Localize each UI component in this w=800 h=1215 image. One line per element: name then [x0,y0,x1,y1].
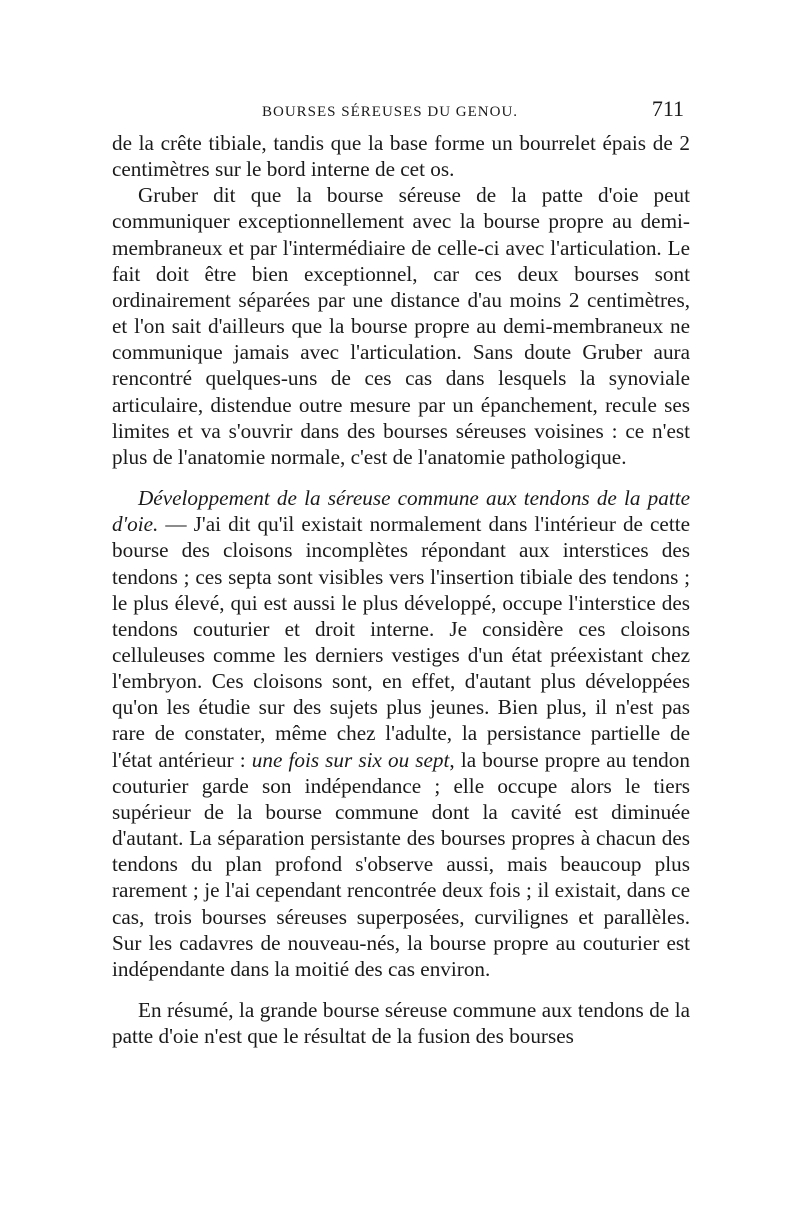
paragraph-developpement [112,485,690,982]
italic-phrase: une fois sur six ou sept [251,747,450,772]
running-head: BOURSES SÉREUSES DU GENOU. [262,104,519,120]
section-heading: Développement de la séreuse commune aux tendons de la patte d'oie. [112,486,690,537]
paragraph-continued [112,130,690,182]
paragraph-text: En résumé, la grande bourse séreuse commune aux tendons de la patte d'oie n'est que le résultat de la fusion des bourses [112,998,690,1049]
paragraph-text: — J'ai dit qu'il existait normalement dans l'intérieur de cette bourse des cloisons incomplètes répondant aux interstices des tendons ; ces septa sont visibles vers l'insertion tibiale des tendons ; le plus élevé, qui est aussi le plus développé, occupe l'interstice des tendons couturier et droit interne. Je considère ces cloisons celluleuses comme les derniers vestiges d'un état préexistant chez l'embryon. Ces cloisons sont, en effet, d'autant plus développées qu'on les étudie sur des sujets plus jeunes. Bien plus, il n'est pas rare de constater, même chez l'adulte, la persistance partielle de l'état antérieur : [112,512,690,772]
paragraph-text: , la bourse propre au tendon couturier garde son indépendance ; elle occupe alors le tiers supérieur de la bourse commune dont la cavité est diminuée d'autant. La séparation persistante des bourses propres à chacun des tendons du plan profond s'observe aussi, mais beaucoup plus rarement ; je l'ai cependant rencontrée deux fois ; il existait, dans ce cas, trois bourses séreuses superposées, curvilignes et parallèles. Sur les cadavres de nouveau-nés, la bourse propre au couturier est indépendante dans la moitié des cas environ. [112,747,690,981]
paragraph-resume [112,997,690,1049]
page-header [112,96,684,126]
page-number: 711 [651,96,684,121]
paragraph-text: Gruber dit que la bourse séreuse de la patte d'oie peut communiquer exceptionnellement avec la bourse propre au demi-membraneux et par l'intermédiaire de celle-ci avec l'articulation. Le fait doit être bien exceptionnel, car ces deux bourses sont ordinairement séparées par une distance d'au moins 2 centimètres, et l'on sait d'ailleurs que la bourse propre au demi-membraneux ne communique jamais avec l'articulation. Sans doute Gruber aura rencontré quelques-uns de ces cas dans lesquels la synoviale articulaire, distendue outre mesure par un épanchement, recule ses limites et va s'ouvrir dans des bourses séreuses voisines : ce n'est plus de l'anatomie normale, c'est de l'anatomie pathologique. [112,183,690,469]
body-text [112,130,690,1049]
paragraph-text: de la crête tibiale, tandis que la base forme un bourrelet épais de 2 centimètres sur le bord interne de cet os. [112,131,690,182]
paragraph-gruber [112,182,690,470]
